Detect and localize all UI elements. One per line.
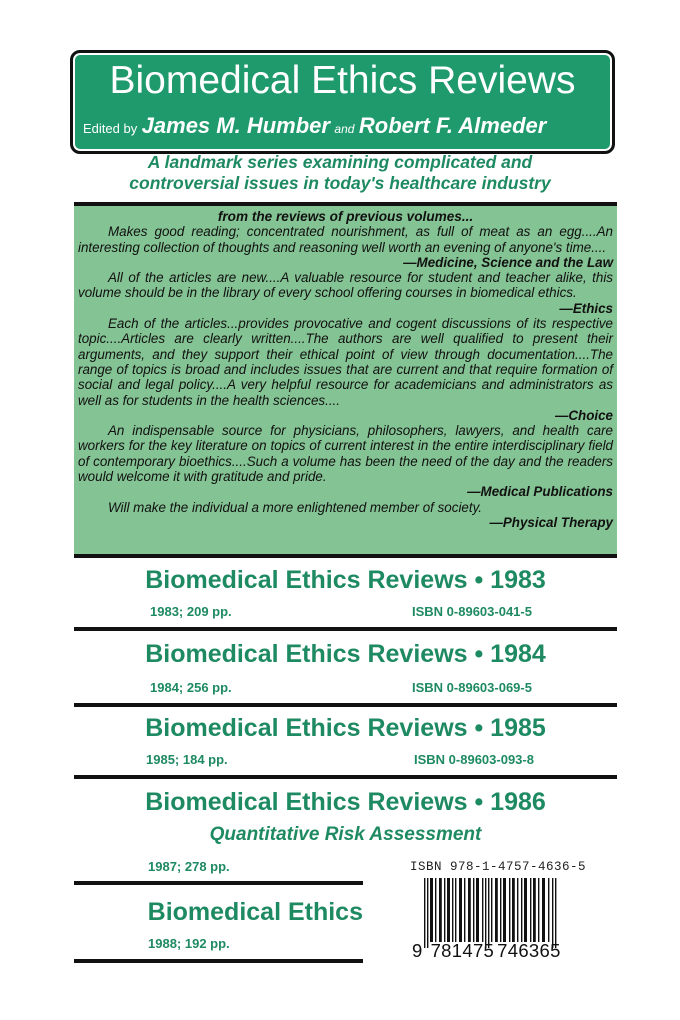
volume-isbn-1985: ISBN 0-89603-093-8	[414, 752, 534, 767]
series-title-sign	[70, 50, 615, 154]
review-quote: Each of the articles...provides provocative and cogent discussions of its respective topic....Articles are clearly written....The authors are well qualified to present their arguments, and they support their ethical point of view through documentation....The range of topics is broad and includes issues that are current and that require formation of social and legal policy....A very helpful resource for academicians and administrators as well as for students in the health sciences....	[78, 316, 613, 408]
volume-isbn-1983: ISBN 0-89603-041-5	[412, 604, 532, 619]
barcode	[380, 860, 630, 970]
rule	[74, 775, 617, 779]
review-source: —Ethics	[559, 300, 613, 316]
review-quote: All of the articles are new....A valuable resource for student and teacher alike, this volume should be in the library of every school offering courses in biomedical ethics.	[78, 270, 613, 301]
volume-title-1986: Biomedical Ethics Reviews • 1986	[145, 788, 546, 816]
volume-title-1983: Biomedical Ethics Reviews • 1983	[145, 566, 546, 594]
series-title: Biomedical Ethics Reviews	[109, 59, 576, 102]
review-source: —Medical Publications	[467, 484, 613, 500]
reviews-panel	[74, 206, 617, 554]
tagline	[60, 152, 620, 194]
barcode-digits-right: 746365	[497, 940, 561, 961]
volume-subtitle-1986: Quantitative Risk Assessment	[209, 824, 482, 845]
volume-meta-1985: 1985; 184 pp.	[146, 752, 228, 767]
rule	[74, 627, 617, 631]
reviews-heading: from the reviews of previous volumes...	[217, 209, 474, 224]
volume-meta-1984: 1984; 256 pp.	[150, 680, 232, 695]
rule-reviews-bottom	[74, 554, 617, 558]
barcode-isbn-label: ISBN 978-1-4757-4636-5	[410, 860, 587, 874]
volume-meta-1983: 1983; 209 pp.	[150, 604, 232, 619]
volume-title-1988: Biomedical Ethics	[147, 898, 363, 926]
volume-title-1984: Biomedical Ethics Reviews • 1984	[145, 640, 546, 668]
edited-by-label: Edited by	[83, 121, 138, 136]
barcode-digits-left: 781475	[430, 940, 495, 961]
review-quote: Makes good reading; concentrated nourishment, as full of meat as an egg....An interesting collection of thoughts and reasoning well worth an evening of anyone's time....	[78, 224, 613, 255]
volume-meta-1986: 1987; 278 pp.	[148, 859, 230, 874]
editors-line	[83, 113, 606, 139]
editor-2: Robert F. Almeder	[358, 113, 547, 138]
rule	[74, 703, 617, 707]
rule	[74, 881, 363, 885]
volume-title-1985: Biomedical Ethics Reviews • 1985	[145, 714, 546, 742]
review-source: —Choice	[554, 407, 613, 423]
barcode-bars-icon	[424, 878, 558, 948]
rule	[74, 959, 363, 963]
review-source: —Medicine, Science and the Law	[403, 254, 613, 270]
editor-1: James M. Humber	[141, 113, 330, 138]
volume-isbn-1984: ISBN 0-89603-069-5	[412, 680, 532, 695]
barcode-digit-first: 9	[412, 940, 423, 961]
review-quote: Will make the individual a more enlightened member of society.	[108, 499, 483, 515]
barcode-digits	[412, 940, 561, 962]
tagline-line-2: controversial issues in today's healthcare industry	[129, 173, 551, 193]
tagline-line-1: A landmark series examining complicated and	[147, 152, 533, 172]
review-source: —Physical Therapy	[489, 514, 613, 530]
review-quote: An indispensable source for physicians, philosophers, lawyers, and health care workers for the key literature on topics of current interest in the entire interdisciplinary field of contemporary bioethics....Such a volume has been the need of the day and the readers would welcome it with gratitude and pride.	[78, 423, 613, 485]
volume-meta-1988: 1988; 192 pp.	[148, 936, 230, 951]
and-label: and	[334, 122, 355, 136]
